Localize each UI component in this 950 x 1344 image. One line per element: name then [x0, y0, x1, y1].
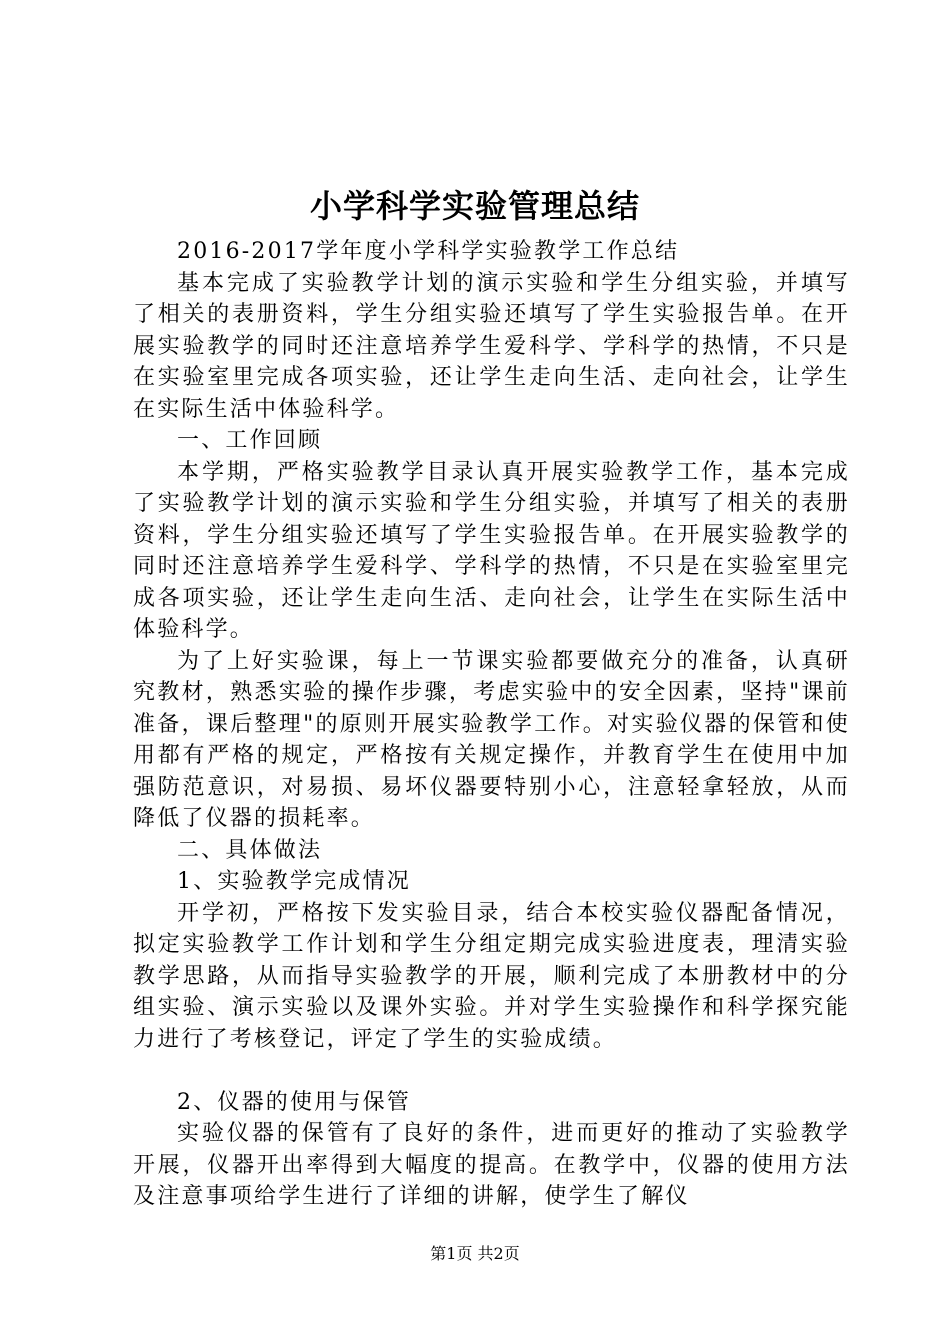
blank-line: [133, 1055, 850, 1087]
subtitle-paragraph: 2016-2017学年度小学科学实验教学工作总结: [177, 239, 680, 264]
section-heading-methods: 二、具体做法: [177, 837, 323, 863]
page-footer: 第1页 共2页: [430, 1244, 520, 1263]
completion-paragraph: 开学初，严格按下发实验目录，结合本校实验仪器配备情况，拟定实验教学工作计划和学生分组定期完成实验进度表，理清实验教学思路，从而指导实验教学的开展，顺利完成了本册教材中的分组实验、演示实验以及课外实验。并对学生实验操作和科学探究能力进行了考核登记，评定了学生的实验成绩。: [133, 900, 850, 1052]
intro-paragraph: 基本完成了实验教学计划的演示实验和学生分组实验，并填写了相关的表册资料，学生分组实验还填写了学生实验报告单。在开展实验教学的同时还注意培养学生爱科学、学科学的热情，不只是在实验室里完成各项实验，还让学生走向生活、走向社会，让学生在实际生活中体验科学。: [133, 270, 850, 422]
subheading-completion: 1、实验教学完成情况: [177, 869, 411, 894]
review-paragraph-1: 本学期，严格实验教学目录认真开展实验教学工作，基本完成了实验教学计划的演示实验和学生分组实验，并填写了相关的表册资料，学生分组实验还填写了学生实验报告单。在开展实验教学的同时还注意培养学生爱科学、学科学的热情，不只是在实验室里完成各项实验，还让学生走向生活、走向社会，让学生在实际生活中体验科学。: [133, 459, 850, 642]
equipment-paragraph: 实验仪器的保管有了良好的条件，进而更好的推动了实验教学开展，仪器开出率得到大幅度的提高。在教学中，仪器的使用方法及注意事项给学生进行了详细的讲解，使学生了解仪: [133, 1121, 850, 1209]
section-heading-review: 一、工作回顾: [177, 428, 323, 453]
document-body: [133, 236, 850, 1213]
subheading-equipment: 2、仪器的使用与保管: [177, 1089, 411, 1115]
document-title: 小学科学实验管理总结: [309, 187, 640, 225]
review-paragraph-2: 为了上好实验课，每上一节课实验都要做充分的准备，认真研究教材，熟悉实验的操作步骤，考虑实验中的安全因素，坚持"课前准备，课后整理"的原则开展实验教学工作。对实验仪器的保管和使用都有严格的规定，严格按有关规定操作，并教育学生在使用中加强防范意识，对易损、易坏仪器要特别小心，注意轻拿轻放，从而降低了仪器的损耗率。: [133, 648, 850, 831]
